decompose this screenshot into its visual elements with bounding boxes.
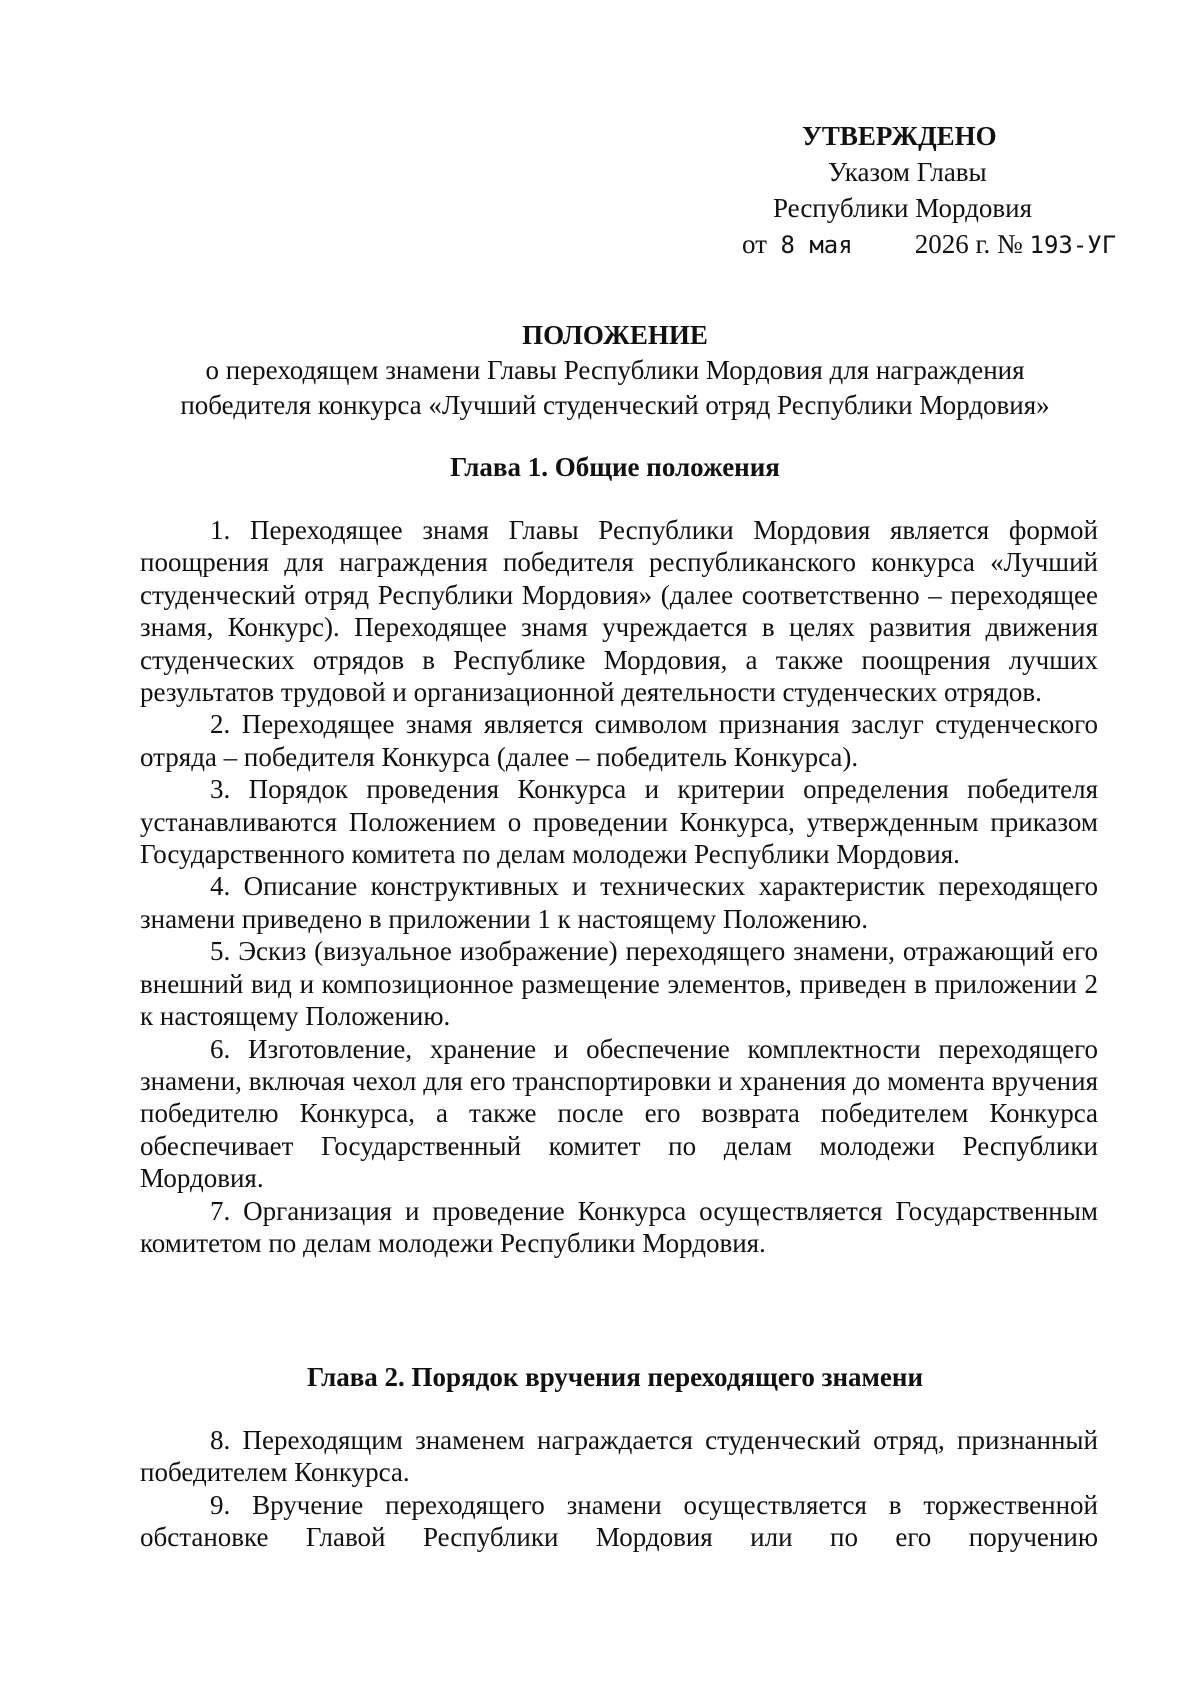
paragraph-8: 8. Переходящим знаменем награждается студенческий отряд, признанный победителем Конкурса. bbox=[140, 1425, 1098, 1488]
approval-decree-line: Указом Главы bbox=[828, 157, 987, 187]
date-day: 8 мая bbox=[780, 231, 853, 259]
approval-heading: УТВЕРЖДЕНО bbox=[802, 121, 997, 151]
document-subtitle-line-1: о переходящем знамени Главы Республики Мордовия для награждения bbox=[205, 355, 1025, 385]
approval-block bbox=[690, 118, 1150, 263]
paragraph-5: 5. Эскиз (визуальное изображение) переходящего знамени, отражающий его внешний вид и композиционное размещение элементов, приведен в приложении 2 к настоящему Положению. bbox=[140, 936, 1098, 1032]
paragraph-9: 9. Вручение переходящего знамени осуществляется в торжественной обстановке Главой Республики Мордовия или по его поручению bbox=[140, 1489, 1098, 1553]
chapter-1-body bbox=[140, 514, 1098, 1259]
date-prefix: от bbox=[742, 229, 767, 259]
date-year: 2026 г. № bbox=[914, 229, 1023, 259]
document-subtitle-line-2: победителя конкурса «Лучший студенческий отряд Республики Мордовия» bbox=[180, 390, 1050, 420]
document-title-block bbox=[140, 318, 1090, 423]
approval-republic-line: Республики Мордовия bbox=[773, 193, 1033, 223]
chapter-2-heading: Глава 2. Порядок вручения переходящего знамени bbox=[306, 1362, 924, 1392]
paragraph-6: 6. Изготовление, хранение и обеспечение комплектности переходящего знамени, включая чехол для его транспортировки и хранения до момента вручения победителю Конкурса, а также после его возврата победителем Конкурса обеспечивает Государственный комитет по делам молодежи Республики Мордовия. bbox=[140, 1033, 1098, 1194]
chapter-2-body bbox=[140, 1424, 1098, 1554]
paragraph-3: 3. Порядок проведения Конкурса и критерии определения победителя устанавливаются Положением о проведении Конкурса, утвержденным приказом Государственного комитета по делам молодежи Республики Мордовия. bbox=[140, 774, 1098, 870]
paragraph-7: 7. Организация и проведение Конкурса осуществляется Государственным комитетом по делам молодежи Республики Мордовия. bbox=[140, 1195, 1098, 1258]
chapter-1-heading: Глава 1. Общие положения bbox=[450, 452, 780, 482]
approval-date-line bbox=[690, 226, 1150, 263]
paragraph-4: 4. Описание конструктивных и технических характеристик переходящего знамени приведено в приложении 1 к настоящему Положению. bbox=[140, 871, 1098, 934]
document-title: ПОЛОЖЕНИЕ bbox=[522, 320, 708, 350]
paragraph-1: 1. Переходящее знамя Главы Республики Мордовия является формой поощрения для награждения победителя республиканского конкурса «Лучший студенческий отряд Республики Мордовия» (далее соответственно – переходящее знамя, Конкурс). Переходящее знамя учреждается в целях развития движения студенческих отрядов в Республике Мордовия, а также поощрения лучших результатов трудовой и организационной деятельности студенческих отрядов. bbox=[140, 515, 1098, 708]
decree-number: 193-УГ bbox=[1029, 231, 1117, 259]
paragraph-2: 2. Переходящее знамя является символом признания заслуг студенческого отряда – победителя Конкурса (далее – победитель Конкурса). bbox=[140, 709, 1098, 772]
